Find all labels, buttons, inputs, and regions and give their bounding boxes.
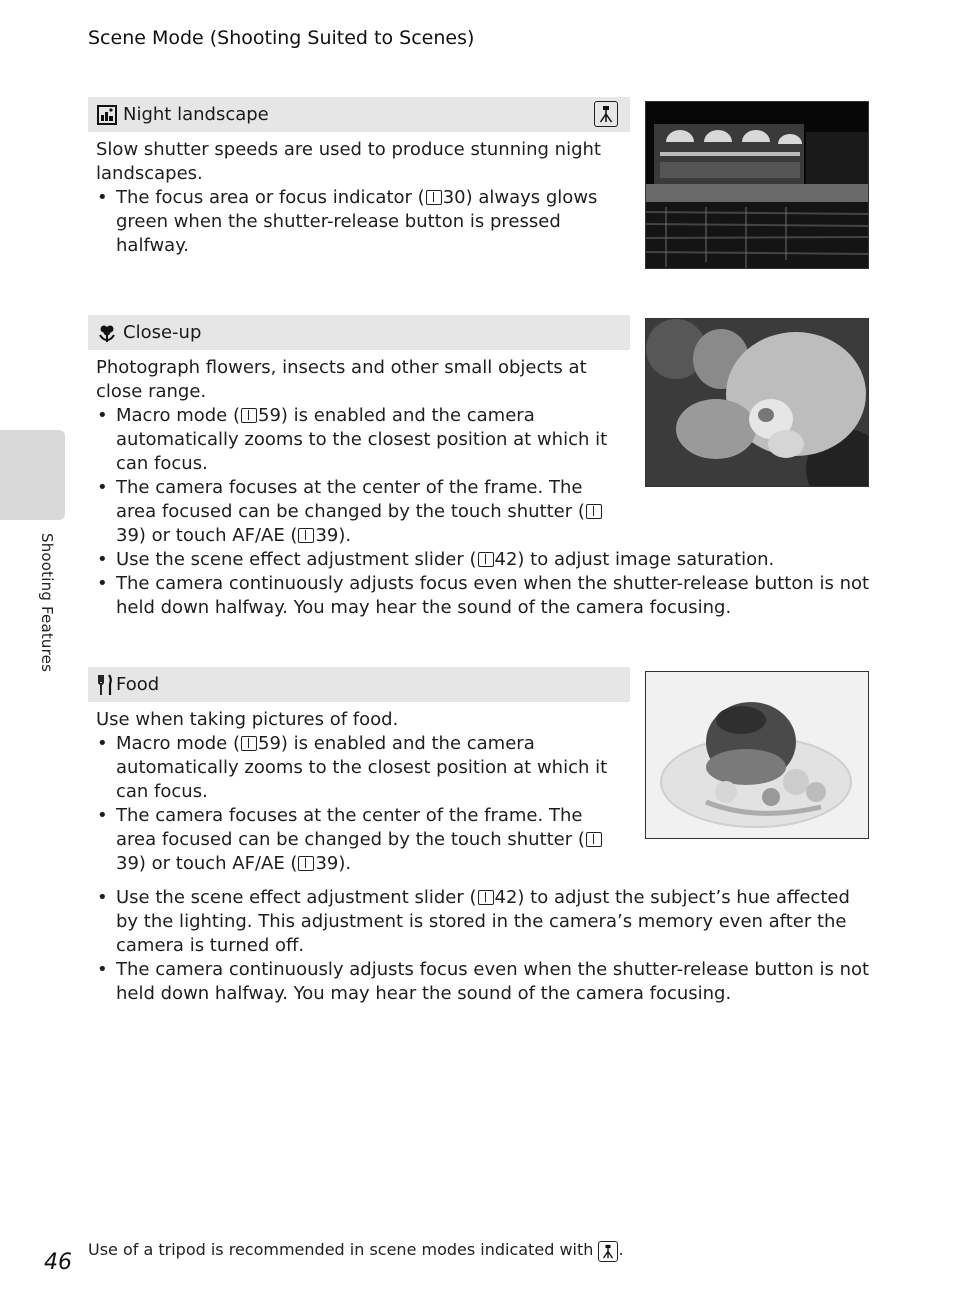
- night-landscape-photo: [645, 101, 869, 269]
- section-body-food-wide: [96, 886, 876, 1006]
- list-item: • The camera focuses at the center of the frame. The area focused can be changed by the touch shutter (39) or touch AF/AE ( 39).: [96, 476, 626, 548]
- section-header-night-landscape: [88, 97, 630, 132]
- section-header-close-up: [88, 315, 630, 350]
- list-item: • Macro mode ( 59) is enabled and the camera automatically zooms to the closest position at which it can focus.: [96, 732, 626, 804]
- chapter-label: Shooting Features: [38, 533, 56, 673]
- list-item: • The camera focuses at the center of the frame. The area focused can be changed by the touch shutter (39) or touch AF/AE ( 39).: [96, 804, 626, 876]
- section-body-close-up-narrow: [96, 356, 626, 548]
- section-intro: Photograph flowers, insects and other small objects at close range.: [96, 357, 587, 402]
- section-header-food: [88, 667, 630, 702]
- book-reference-icon: [478, 890, 494, 905]
- fork-knife-icon: [97, 674, 113, 696]
- flower-macro-icon: [97, 323, 117, 343]
- tripod-icon: [598, 1241, 618, 1262]
- tripod-icon: [594, 101, 618, 127]
- list-item: • Use the scene effect adjustment slider ( 42) to adjust the subject’s hue affected by the lighting. This adjustment is stored in the camera’s memory even after the camera is turned off.: [96, 886, 876, 958]
- section-title: Food: [116, 674, 160, 695]
- page-number: 46: [44, 1250, 72, 1275]
- chapter-tab: [0, 430, 65, 520]
- book-reference-icon: [426, 190, 442, 205]
- list-item: • The camera continuously adjusts focus even when the shutter-release button is not held down halfway. You may hear the sound of the camera focusing.: [96, 572, 876, 620]
- list-item: • Macro mode ( 59) is enabled and the camera automatically zooms to the closest position at which it can focus.: [96, 404, 626, 476]
- section-title: Close-up: [123, 322, 202, 343]
- book-reference-icon: [241, 736, 257, 751]
- food-photo: [645, 671, 869, 839]
- list-item: • Use the scene effect adjustment slider ( 42) to adjust image saturation.: [96, 548, 876, 572]
- section-body-night-landscape: [96, 138, 626, 258]
- list-item: • The camera continuously adjusts focus even when the shutter-release button is not held down halfway. You may hear the sound of the camera focusing.: [96, 958, 876, 1006]
- book-reference-icon: [586, 832, 602, 847]
- book-reference-icon: [298, 856, 314, 871]
- list-item: • The focus area or focus indicator ( 30) always glows green when the shutter-release button is pressed halfway.: [96, 186, 626, 258]
- night-landscape-icon: [97, 105, 117, 125]
- footer-note: Use of a tripod is recommended in scene modes indicated with .: [88, 1240, 624, 1262]
- book-reference-icon: [241, 408, 257, 423]
- section-body-food-narrow: [96, 708, 626, 876]
- book-reference-icon: [478, 552, 494, 567]
- close-up-photo: [645, 318, 869, 487]
- page-header: Scene Mode (Shooting Suited to Scenes): [88, 27, 475, 49]
- section-intro: Slow shutter speeds are used to produce stunning night landscapes.: [96, 139, 601, 184]
- section-title: Night landscape: [123, 104, 269, 125]
- section-body-close-up-wide: [96, 548, 876, 620]
- section-intro: Use when taking pictures of food.: [96, 709, 399, 730]
- book-reference-icon: [298, 528, 314, 543]
- book-reference-icon: [586, 504, 602, 519]
